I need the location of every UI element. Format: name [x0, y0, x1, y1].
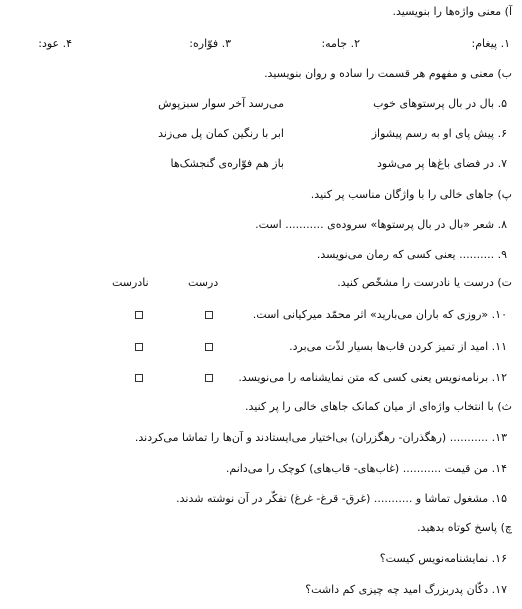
item-2: ۲. جامه: [321, 37, 360, 50]
col-true-header: درست [188, 276, 219, 289]
verse-5-left: می‌رسد آخر سوار سبزپوش [158, 97, 284, 110]
verse-7-left: باز هم فوّاره‌ی گنجشک‌ها [170, 157, 284, 170]
item-4: ۴. عود: [38, 37, 72, 50]
verse-5-right: ۵. بال در بال پرستوهای خوب [373, 97, 507, 110]
item-1: ۱. پیغام: [471, 37, 510, 50]
section-th-title: ث) با انتخاب واژه‌ای از میان کمانک جاهای خالی را پر کنید. [245, 400, 512, 413]
question-12: ۱۲. برنامه‌نویس یعنی کسی که متن نمایشنامه را می‌نویسد. [238, 371, 507, 384]
question-13: ۱۳. ........... (رهگذران- رهگزران) بی‌اختیار می‌ایستادند و آن‌ها را تماشا می‌کردند. [134, 431, 507, 444]
section-t-title: ت) درست یا نادرست را مشخّص کنید. [337, 276, 512, 289]
question-14: ۱۴. من قیمت ........... (غاب‌های- قاب‌های) کوچک را می‌دانم. [225, 462, 507, 475]
verse-7-right: ۷. در فضای باغ‌ها پر می‌شود [377, 157, 507, 170]
question-11: ۱۱. امید از تمیز کردن قاب‌ها بسیار لذّت می‌برد. [289, 340, 507, 353]
verse-6-left: ابر با رنگین کمان پل می‌زند [158, 127, 284, 140]
col-false-header: نادرست [112, 276, 149, 289]
section-b-title: ب) معنی و مفهوم هر قسمت را ساده و روان بنویسید. [264, 67, 512, 80]
question-10: ۱۰. «روزی که باران می‌بارید» اثر محمّد میرکیانی است. [252, 308, 507, 321]
section-p-title: پ) جاهای خالی را با واژگان مناسب پر کنید. [310, 188, 512, 201]
q10-false-checkbox[interactable] [135, 311, 143, 319]
q12-true-checkbox[interactable] [205, 374, 213, 382]
question-15: ۱۵. مشغول تماشا و ........... (غرق- قرغ- غرغ) تفکّر در آن نوشته شدند. [176, 492, 507, 505]
q11-true-checkbox[interactable] [205, 343, 213, 351]
item-3: ۳. فوّاره: [189, 37, 231, 50]
q11-false-checkbox[interactable] [135, 343, 143, 351]
question-8: ۸. شعر «بال در بال پرستوها» سروده‌ی ........... است. [255, 218, 507, 231]
verse-6-right: ۶. پیش پای او به رسم پیشواز [371, 127, 507, 140]
question-16: ۱۶. نمایشنامه‌نویس کیست؟ [379, 552, 507, 565]
q12-false-checkbox[interactable] [135, 374, 143, 382]
question-9: ۹. .......... یعنی کسی که رمان می‌نویسد. [316, 248, 507, 261]
section-ch-title: چ) پاسخ کوتاه بدهید. [417, 521, 512, 534]
q10-true-checkbox[interactable] [205, 311, 213, 319]
section-a-title: آ) معنی واژه‌ها را بنویسید. [392, 5, 512, 18]
question-17: ۱۷. دکّان پدربزرگ امید چه چیزی کم داشت؟ [305, 583, 507, 596]
